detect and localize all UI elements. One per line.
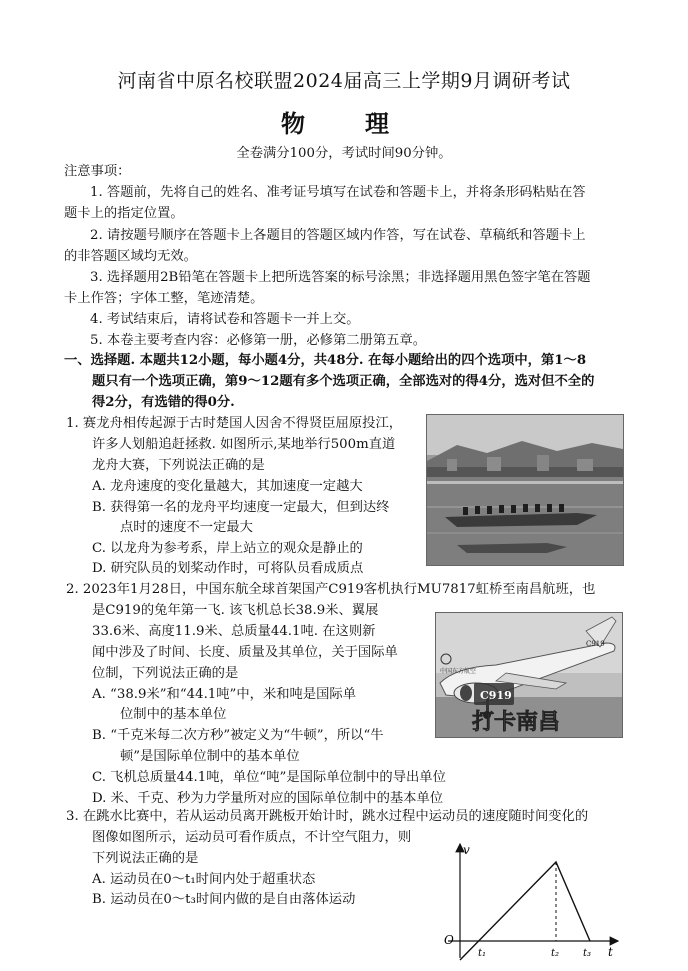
notes-heading: 注意事项： <box>64 164 131 179</box>
axis-label-t: t <box>608 945 613 959</box>
q2-option-a: A. “38.9米”和“44.1吨”中，米和吨是国际单 <box>92 687 357 702</box>
q2-stem: 是C919的兔年第一飞. 该飞机总长38.9米、翼展 <box>92 603 379 618</box>
c919-aircraft-photo <box>435 612 623 738</box>
origin-label: O <box>444 933 454 947</box>
tick-label-t1: t₁ <box>478 948 487 959</box>
q3-stem: 图像如图所示，运动员可看作质点，不计空气阻力，则 <box>92 830 412 845</box>
slogan-text: 打卡南昌 <box>472 709 561 735</box>
q2-option-c: C. 飞机总质量44.1吨，单位“吨”是国际单位制中的导出单位 <box>92 770 446 785</box>
q3-stem: 下列说法正确的是 <box>92 851 199 866</box>
note-line: 的非答题区域均无效。 <box>64 249 197 264</box>
airline-logo-text: 中国东方航空 <box>440 668 477 675</box>
q1-option-b: B. 获得第一名的龙舟平均速度一定最大，但到达终 <box>92 500 390 515</box>
note-line: 4. 考试结束后，请将试卷和答题卡一并上交。 <box>90 312 360 327</box>
q2-stem: 33.6米、高度11.9米、总质量44.1吨. 在这则新 <box>92 624 376 639</box>
q3-option-b: B. 运动员在0～t₃时间内做的是自由落体运动 <box>92 892 356 907</box>
exam-title: 河南省中原名校联盟2024届高三上学期9月调研考试 <box>117 70 571 92</box>
q1-stem: 龙舟大赛，下列说法正确的是 <box>92 458 265 473</box>
subject-title: 物 理 <box>281 109 407 138</box>
q2-stem: 位制，下列说法正确的是 <box>92 666 239 681</box>
q3-stem: 3. 在跳水比赛中，若从运动员离开跳板开始计时，跳水过程中运动员的速度随时间变化的 <box>66 809 589 824</box>
note-line: 题卡上的指定位置。 <box>64 206 184 221</box>
q2-option-a-cont: 位制中的基本单位 <box>120 707 227 722</box>
q3-option-a: A. 运动员在0～t₁时间内处于超重状态 <box>92 872 316 887</box>
section-heading: 一、选择题. 本题共12小题，每小题4分，共48分. 在每小题给出的四个选项中，第1～8 <box>64 353 587 368</box>
velocity-line <box>460 862 590 960</box>
q2-option-d: D. 米、千克、秒为力学量所对应的国际单位制中的基本单位 <box>92 791 444 806</box>
note-line: 卡上作答；字体工整，笔迹清楚。 <box>64 291 264 306</box>
q1-option-b-cont: 点时的速度不一定最大 <box>120 520 253 535</box>
dragon-boat-photo <box>426 414 624 566</box>
q2-option-b-cont: 顿”是国际单位制中的基本单位 <box>120 749 300 764</box>
c919-badge-text: C919 <box>480 689 512 702</box>
q1-stem: 1. 赛龙舟相传起源于古时楚国人因舍不得贤臣屈原投江， <box>66 416 403 431</box>
note-line: 1. 答题前，先将自己的姓名、准考证号填写在试卷和答题卡上，并将条形码粘贴在答 <box>90 185 586 200</box>
velocity-time-graph <box>438 840 624 964</box>
q2-stem: 闻中涉及了时间、长度、质量及其单位，关于国际单 <box>92 645 398 660</box>
tail-text: C919 <box>586 640 605 648</box>
score-info: 全卷满分100分，考试时间90分钟。 <box>236 146 452 161</box>
q2-stem: 2. 2023年1月28日，中国东航全球首架国产C919客机执行MU7817虹桥至南昌航班，也 <box>66 582 596 597</box>
tick-label-t2: t₂ <box>551 948 560 959</box>
axis-label-v: v <box>463 843 470 857</box>
q1-stem: 许多人划船追赶拯救. 如图所示,某地举行500m直道 <box>92 437 396 452</box>
note-line: 3. 选择题用2B铅笔在答题卡上把所选答案的标号涂黑；非选择题用黑色签字笔在答题 <box>90 270 591 285</box>
note-line: 5. 本卷主要考查内容：必修第一册，必修第二册第五章。 <box>90 333 427 348</box>
q1-option-a: A. 龙舟速度的变化量越大，其加速度一定越大 <box>92 479 363 494</box>
section-heading: 题只有一个选项正确，第9～12题有多个选项正确，全部选对的得4分，选对但不全的 <box>92 374 595 389</box>
note-line: 2. 请按题号顺序在答题卡上各题目的答题区域内作答，写在试卷、草稿纸和答题卡上 <box>90 228 586 243</box>
tick-label-t3: t₃ <box>583 948 592 959</box>
q1-option-d: D. 研究队员的划桨动作时，可将队员看成质点 <box>92 561 364 576</box>
q2-option-b: B. “千克米每二次方秒”被定义为“牛顿”，所以“牛 <box>92 728 384 743</box>
section-heading: 得2分，有选错的得0分. <box>92 395 235 410</box>
q1-option-c: C. 以龙舟为参考系，岸上站立的观众是静止的 <box>92 541 363 556</box>
